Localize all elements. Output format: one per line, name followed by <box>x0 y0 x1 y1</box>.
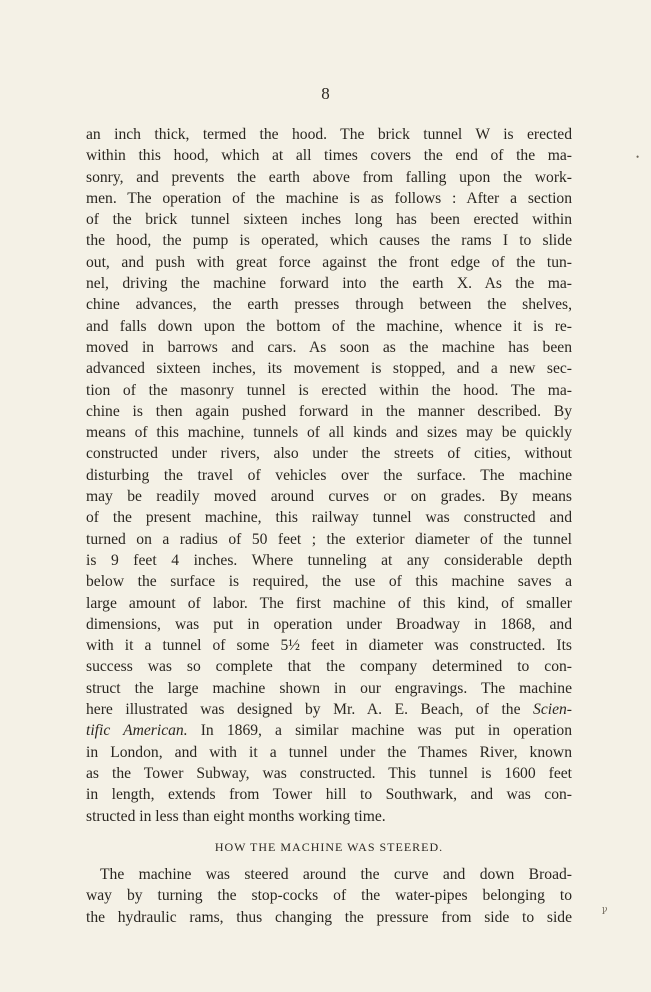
text-line: the hydraulic rams, thus changing the pressure from side to side <box>86 908 572 926</box>
text-line: in length, extends from Tower hill to Southwark, and was con- <box>86 786 572 804</box>
text-line: large amount of labor. The first machine of this kind, of smaller <box>86 594 572 612</box>
body-text <box>86 124 572 928</box>
paragraph-1-tail <box>86 742 572 827</box>
text-line: advanced sixteen inches, its movement is stopped, and a new sec- <box>86 360 572 378</box>
text-span: here illustrated was designed by Mr. A. E. Beach, of the <box>86 701 534 719</box>
text-line-28 <box>86 699 572 720</box>
text-line: chine is then again pushed forward in the manner described. By <box>86 402 572 420</box>
text-line-29 <box>86 720 572 741</box>
text-line: an inch thick, termed the hood. The brick tunnel W is erected <box>86 126 572 143</box>
italic-span: tific American. <box>86 722 188 740</box>
paragraph-1 <box>86 124 572 699</box>
text-line: sonry, and prevents the earth above from falling upon the work- <box>86 168 572 186</box>
text-line: the hood, the pump is operated, which causes the rams I to slide <box>86 232 572 250</box>
text-line: within this hood, which at all times covers the end of the ma- <box>86 147 572 165</box>
text-line: may be readily moved around curves or on grades. By means <box>86 488 572 506</box>
text-line: men. The operation of the machine is as follows : After a section <box>86 189 572 207</box>
text-line: of the present machine, this railway tunnel was constructed and <box>86 509 572 527</box>
text-line: moved in barrows and cars. As soon as the machine has been <box>86 338 572 356</box>
text-line: tion of the masonry tunnel is erected within the hood. The ma- <box>86 381 572 399</box>
text-line: struct the large machine shown in our engravings. The machine <box>86 679 572 697</box>
text-line: below the surface is required, the use of this machine saves a <box>86 573 572 591</box>
margin-ink-mark: ꝩ <box>602 904 608 914</box>
text-span: In 1869, a similar machine was put in operation <box>187 722 573 740</box>
text-line: way by turning the stop-cocks of the water-pipes belonging to <box>86 887 572 905</box>
text-line: chine advances, the earth presses through between the shelves, <box>86 296 572 314</box>
text-line: turned on a radius of 50 feet ; the exterior diameter of the tunnel <box>86 530 572 548</box>
text-line: out, and push with great force against the front edge of the tun- <box>86 253 572 271</box>
text-line: disturbing the travel of vehicles over the surface. The machine <box>86 466 572 484</box>
italic-span: Scien- <box>533 701 572 719</box>
paragraph-2 <box>86 864 572 928</box>
text-line: is 9 feet 4 inches. Where tunneling at any considerable depth <box>86 551 572 569</box>
text-line: of the brick tunnel sixteen inches long has been erected within <box>86 211 572 229</box>
section-heading: HOW THE MACHINE WAS STEERED. <box>214 839 444 854</box>
text-line: dimensions, was put in operation under Broadway in 1868, and <box>86 615 572 633</box>
text-line: nel, driving the machine forward into the earth X. As the ma- <box>86 275 572 293</box>
text-line: and falls down upon the bottom of the machine, whence it is re- <box>86 317 572 335</box>
text-line: in London, and with it a tunnel under the Thames River, known <box>86 743 572 761</box>
text-line: means of this machine, tunnels of all kinds and sizes may be quickly <box>86 424 572 442</box>
text-line: The machine was steered around the curve and down Broad- <box>100 866 572 884</box>
text-line: constructed under rivers, also under the streets of cities, without <box>86 445 572 463</box>
text-line: success was so complete that the company determined to con- <box>86 658 572 676</box>
page-number: 8 <box>321 84 330 103</box>
margin-dot-mark: • <box>636 152 640 162</box>
text-line: with it a tunnel of some 5½ feet in diameter was constructed. Its <box>86 637 572 655</box>
text-line: as the Tower Subway, was constructed. This tunnel is 1600 feet <box>86 764 572 782</box>
text-line: structed in less than eight months working time. <box>86 807 386 825</box>
